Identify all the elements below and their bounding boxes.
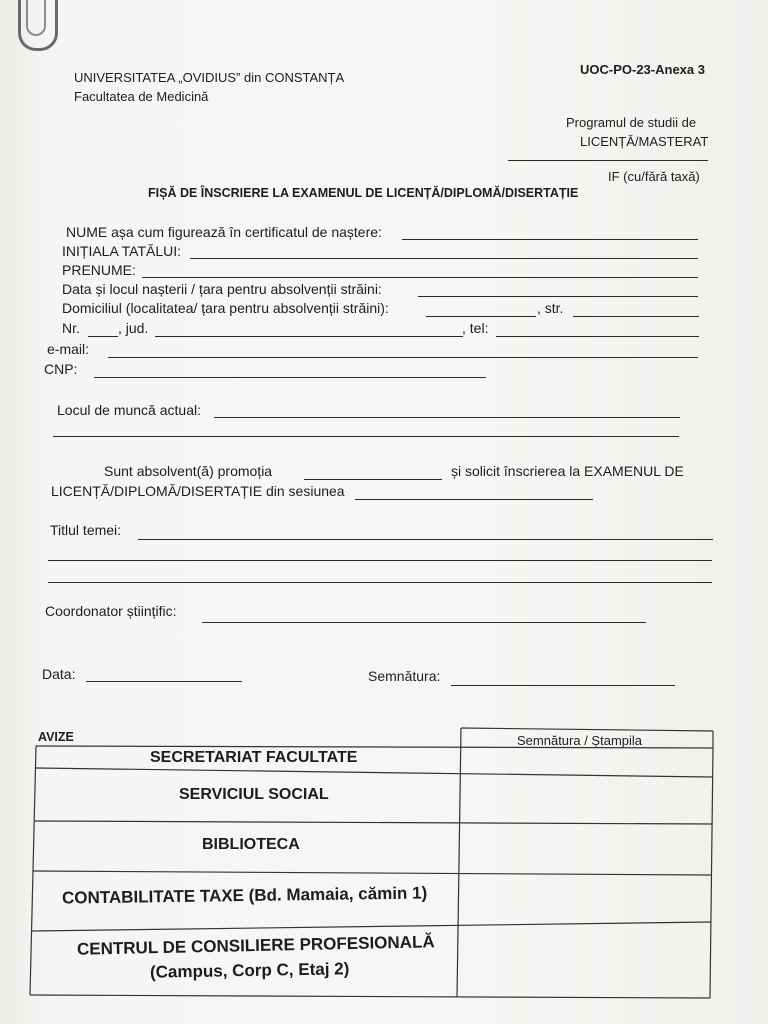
program-line2: LICENȚĂ/MASTERAT bbox=[580, 134, 709, 149]
program-line1: Programul de studii de bbox=[566, 115, 697, 130]
financing-type: IF (cu/fără taxă) bbox=[608, 169, 700, 184]
field-jud-label: , jud. bbox=[118, 320, 149, 336]
page-title: FIȘĂ DE ÎNSCRIERE LA EXAMENUL DE LICENȚĂ/DIPLOMĂ/DISERTAȚIE bbox=[148, 186, 579, 200]
field-domiciliu-label: Domiciliul (localitatea/ țara pentru absolvenții străini): bbox=[62, 300, 389, 316]
field-email-label: e-mail: bbox=[47, 341, 90, 357]
field-loc-munca-label: Locul de muncă actual: bbox=[57, 402, 201, 418]
field-prenume-label: PRENUME: bbox=[62, 262, 136, 278]
field-cnp-label: CNP: bbox=[44, 361, 78, 377]
avize-label: AVIZE bbox=[38, 730, 74, 744]
university-name: UNIVERSITATEA „OVIDIUS” din CONSTANȚA bbox=[74, 70, 345, 85]
semnatura-label: Semnătura: bbox=[368, 668, 441, 684]
data-label: Data: bbox=[42, 666, 76, 682]
aviz-centrul-consiliere: CENTRUL DE CONSILIERE PROFESIONALĂ bbox=[76, 932, 435, 959]
field-str-label: , str. bbox=[537, 300, 564, 316]
statement-part2: și solicit înscrierea la EXAMENUL DE bbox=[451, 463, 684, 479]
stamp-cell-serviciul-social[interactable] bbox=[462, 778, 710, 820]
field-tel-label: , tel: bbox=[462, 320, 489, 336]
field-initiala-label: INIȚIALA TATĂLUI: bbox=[62, 243, 182, 259]
stamp-cell-contabilitate[interactable] bbox=[461, 876, 709, 920]
aviz-secretariat: SECRETARIAT FACULTATE bbox=[150, 749, 358, 766]
coordonator-label: Coordonator științific: bbox=[45, 603, 177, 619]
statement-part3: LICENȚĂ/DIPLOMĂ/DISERTAȚIE din sesiunea bbox=[51, 483, 345, 499]
aviz-centrul-consiliere-address: (Campus, Corp C, Etaj 2) bbox=[149, 959, 350, 982]
faculty-name: Facultatea de Medicină bbox=[74, 89, 209, 104]
stamp-cell-secretariat[interactable] bbox=[462, 750, 710, 772]
stamp-cell-biblioteca[interactable] bbox=[462, 826, 710, 870]
form-code: UOC-PO-23-Anexa 3 bbox=[580, 62, 705, 77]
field-nume-label: NUME așa cum figurează în certificatul de naștere: bbox=[66, 224, 382, 240]
statement-part1: Sunt absolvent(ă) promoția bbox=[104, 463, 273, 479]
field-nr-label: Nr. bbox=[62, 320, 80, 336]
aviz-contabilitate: CONTABILITATE TAXE (Bd. Mamaia, cămin 1) bbox=[61, 883, 428, 908]
field-data-nasterii-label: Data și locul nașterii / țara pentru absolvenții străini: bbox=[62, 281, 382, 297]
aviz-biblioteca: BIBLIOTECA bbox=[202, 836, 300, 853]
stamp-cell-consiliere[interactable] bbox=[460, 928, 708, 994]
aviz-serviciul-social: SERVICIUL SOCIAL bbox=[179, 786, 329, 803]
titlu-temei-label: Titlul temei: bbox=[50, 522, 122, 538]
avize-column-header: Semnătura / Ștampila bbox=[517, 733, 643, 748]
